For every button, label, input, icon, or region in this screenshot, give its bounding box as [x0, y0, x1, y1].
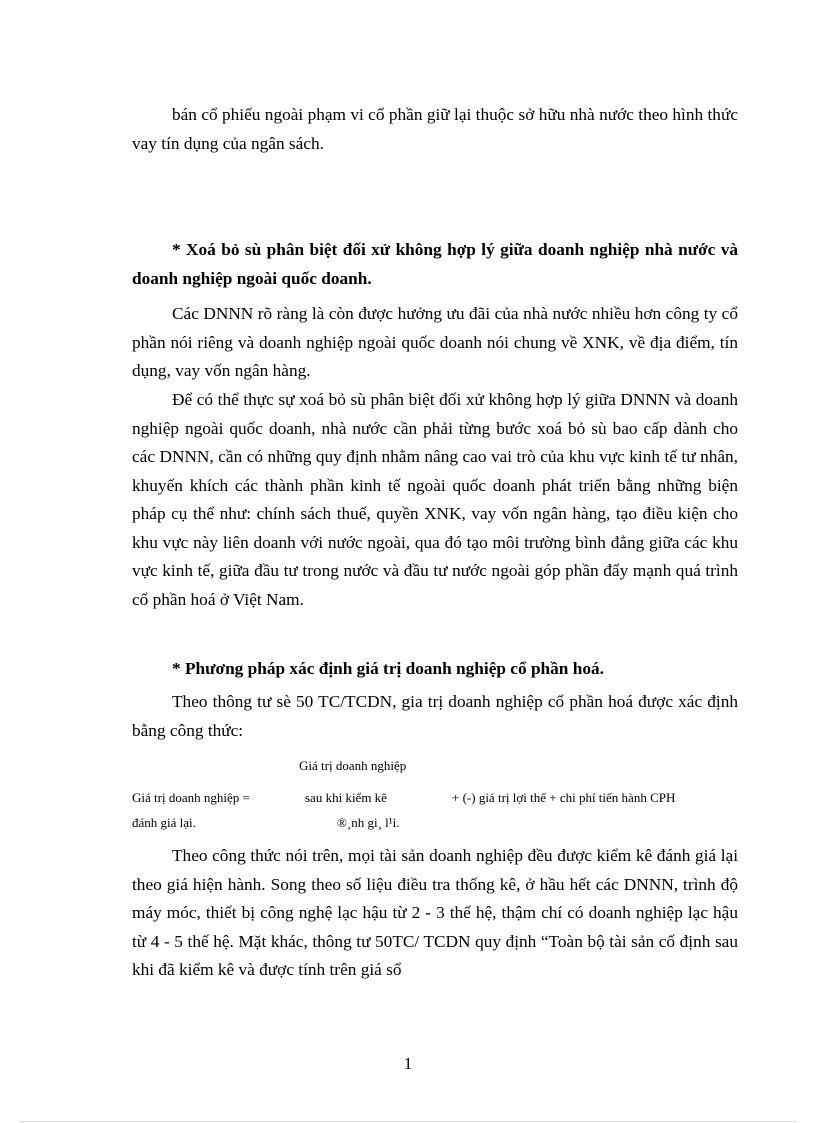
- formula-top-label: Giá trị doanh nghiệp: [299, 758, 407, 773]
- formula-left-bottom-label: đánh giá lại.: [132, 815, 196, 830]
- formula-middle-bottom-label: ®¸nh gi¸ l¹i.: [337, 815, 400, 830]
- formula-right-label: + (-) giá trị lợi thế + chi phí tiến hành CPH: [452, 790, 676, 805]
- paragraph-formula-analysis: Theo công thức nói trên, mọi tài sản doanh nghiệp đều được kiểm kê đánh giá lại theo giá hiện hành. Song theo số liệu điều tra thống kê, ở hầu hết các DNNN, trình độ máy móc, thiết bị công nghệ lạc hậu từ 2 - 3 thế hệ, thậm chí có doanh nghiệp lạc hậu từ 4 - 5 thế hệ. Mặt khác, thông tư 50TC/ TCDN quy định “Toàn bộ tài sản cố định sau khi đã kiểm kê và được tính trên giá sổ: [132, 846, 738, 979]
- heading-valuation-method: * Phương pháp xác định giá trị doanh nghiệp cổ phần hoá.: [172, 659, 604, 678]
- formula-left-label: Giá trị doanh nghiệp =: [132, 790, 250, 805]
- paragraph-circular-50: Theo thông tư sè 50 TC/TCDN, gia trị doanh nghiệp cổ phần hoá được xác định bằng công thức:: [132, 692, 738, 740]
- formula-middle-label: sau khi kiểm kê: [305, 790, 387, 805]
- page-bottom-border: [20, 1121, 796, 1122]
- paragraph-continuation: bán cổ phiếu ngoài phạm vi cổ phần giữ lại thuộc sở hữu nhà nước theo hình thức vay tín dụng của ngân sách.: [132, 105, 738, 153]
- heading-equal-treatment: * Xoá bỏ sù phân biệt đối xử không hợp lý giữa doanh nghiệp nhà nước và doanh nghiệp ngoài quốc doanh.: [132, 240, 738, 288]
- page-number: 1: [403, 1054, 413, 1073]
- paragraph-remove-discrimination: Để có thể thực sự xoá bỏ sù phân biệt đối xử không hợp lý giữa DNNN và doanh nghiệp ngoài quốc doanh, nhà nước cần phải từng bước xoá bỏ sù bao cấp dành cho các DNNN, cần có những quy định nhằm nâng cao vai trò của khu vực kinh tế tư nhân, khuyến khích các thành phần kinh tế ngoài quốc doanh phát triển bằng những biện pháp cụ thể như: chính sách thuế, quyền XNK, vay vốn ngân hàng, tạo điều kiện cho khu vực này liên doanh với nước ngoài, qua đó tạo môi trường bình đẳng giữa các khu vực kinh tế, giữa đầu tư trong nước và đầu tư nước ngoài góp phần đẩy mạnh quá trình cổ phần hoá ở Việt Nam.: [132, 390, 738, 609]
- paragraph-dnnn-privileges: Các DNNN rõ ràng là còn được hưởng ưu đãi của nhà nước nhiều hơn công ty cổ phần nói riêng và doanh nghiệp ngoài quốc doanh nói chung về XNK, về địa điểm, tín dụng, vay vốn ngân hàng.: [132, 304, 738, 380]
